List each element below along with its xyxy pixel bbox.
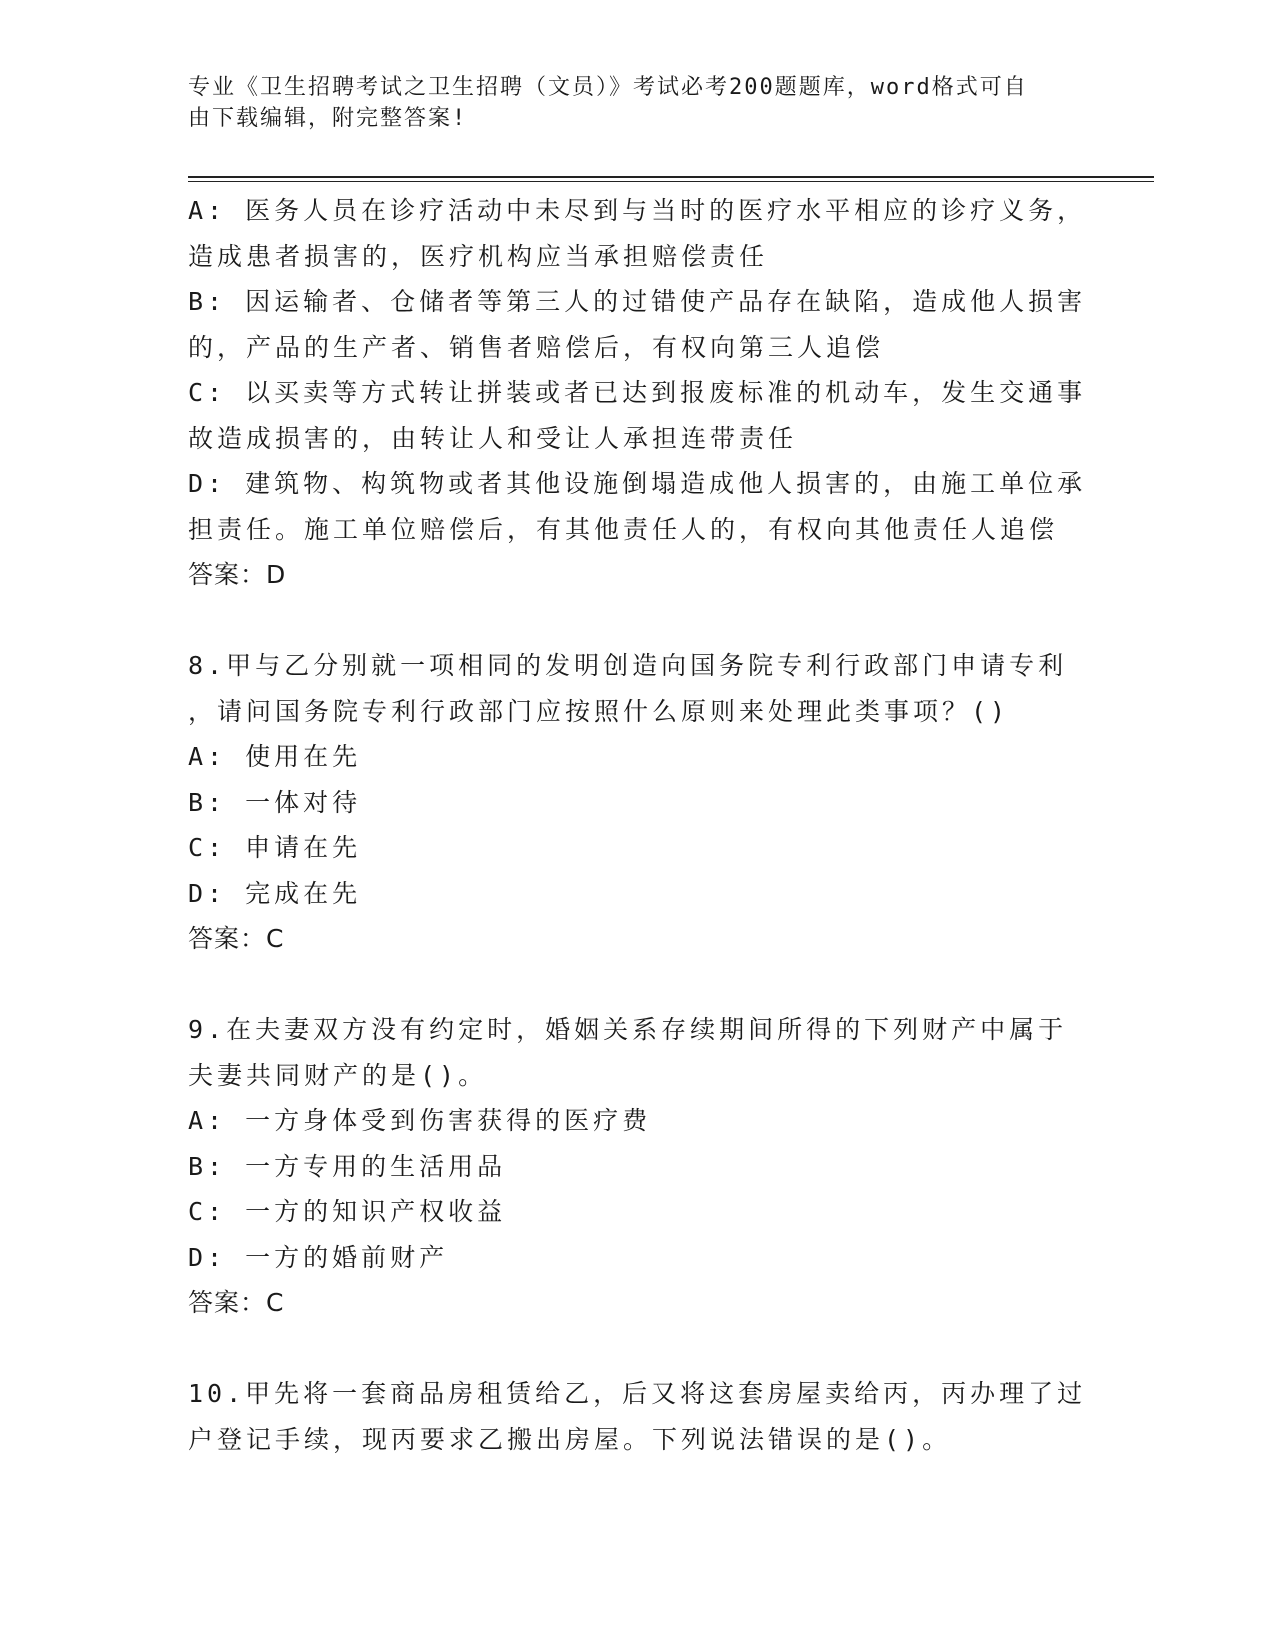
q7-option-a-line-2: 造成患者损害的，医疗机构应当承担赔偿责任 [188,241,769,271]
q9-stem-line-1: 9.在夫妻双方没有约定时，婚姻关系存续期间所得的下列财产中属于 [188,1015,1068,1044]
header-line-1: 专业《卫生招聘考试之卫生招聘（文员）》考试必考200题题库，word格式可自 [188,75,1028,100]
q7-option-c-line-1: C: 以买卖等方式转让拼装或者已达到报废标准的机动车，发生交通事 [188,378,1087,407]
q8-option-d: D: 完成在先 [188,878,362,908]
spacer [188,1326,1088,1372]
q7-answer: 答案：D [188,560,287,589]
q9-option-d: D: 一方的婚前财产 [188,1242,449,1272]
q8-stem-line-2: ，请问国务院专利行政部门应按照什么原则来处理此类事项？() [188,696,1010,726]
q10-stem-line-2: 户登记手续，现丙要求乙搬出房屋。下列说法错误的是()。 [188,1424,952,1454]
q7-option-d-line-1: D: 建筑物、构筑物或者其他设施倒塌造成他人损害的，由施工单位承 [188,469,1087,498]
q8-stem-line-1: 8.甲与乙分别就一项相同的发明创造向国务院专利行政部门申请专利 [188,651,1068,680]
q9-option-c: C: 一方的知识产权收益 [188,1197,507,1226]
q8-option-a: A: 使用在先 [188,742,362,771]
q9-option-a: A: 一方身体受到伤害获得的医疗费 [188,1106,652,1135]
q7-option-b-line-2: 的，产品的生产者、销售者赔偿后，有权向第三人追偿 [188,332,885,362]
q10-stem-line-1: 10.甲先将一套商品房租赁给乙，后又将这套房屋卖给丙，丙办理了过 [188,1379,1087,1408]
document-header [188,72,1068,134]
question-7 [188,188,1088,598]
question-8 [188,643,1088,962]
q8-answer: 答案：C [188,924,285,953]
question-9 [188,1007,1088,1326]
q7-option-a-line-1: A: 医务人员在诊疗活动中未尽到与当时的医疗水平相应的诊疗义务， [188,196,1087,225]
q7-option-d-line-2: 担责任。施工单位赔偿后，有其他责任人的，有权向其他责任人追偿 [188,514,1059,544]
question-10 [188,1371,1088,1462]
q9-answer: 答案：C [188,1288,285,1317]
q8-option-b: B: 一体对待 [188,787,362,817]
q9-option-b: B: 一方专用的生活用品 [188,1151,507,1181]
header-line-2: 由下载编辑，附完整答案! [188,106,468,131]
spacer [188,598,1088,644]
q8-option-c: C: 申请在先 [188,833,362,862]
q7-option-c-line-2: 故造成损害的，由转让人和受让人承担连带责任 [188,423,798,453]
question-content [188,188,1088,1462]
q7-option-b-line-1: B: 因运输者、仓储者等第三人的过错使产品存在缺陷，造成他人损害 [188,287,1087,316]
spacer [188,962,1088,1008]
q9-stem-line-2: 夫妻共同财产的是()。 [188,1060,488,1090]
header-divider-thick [188,176,1154,178]
header-divider-thin [188,181,1154,182]
